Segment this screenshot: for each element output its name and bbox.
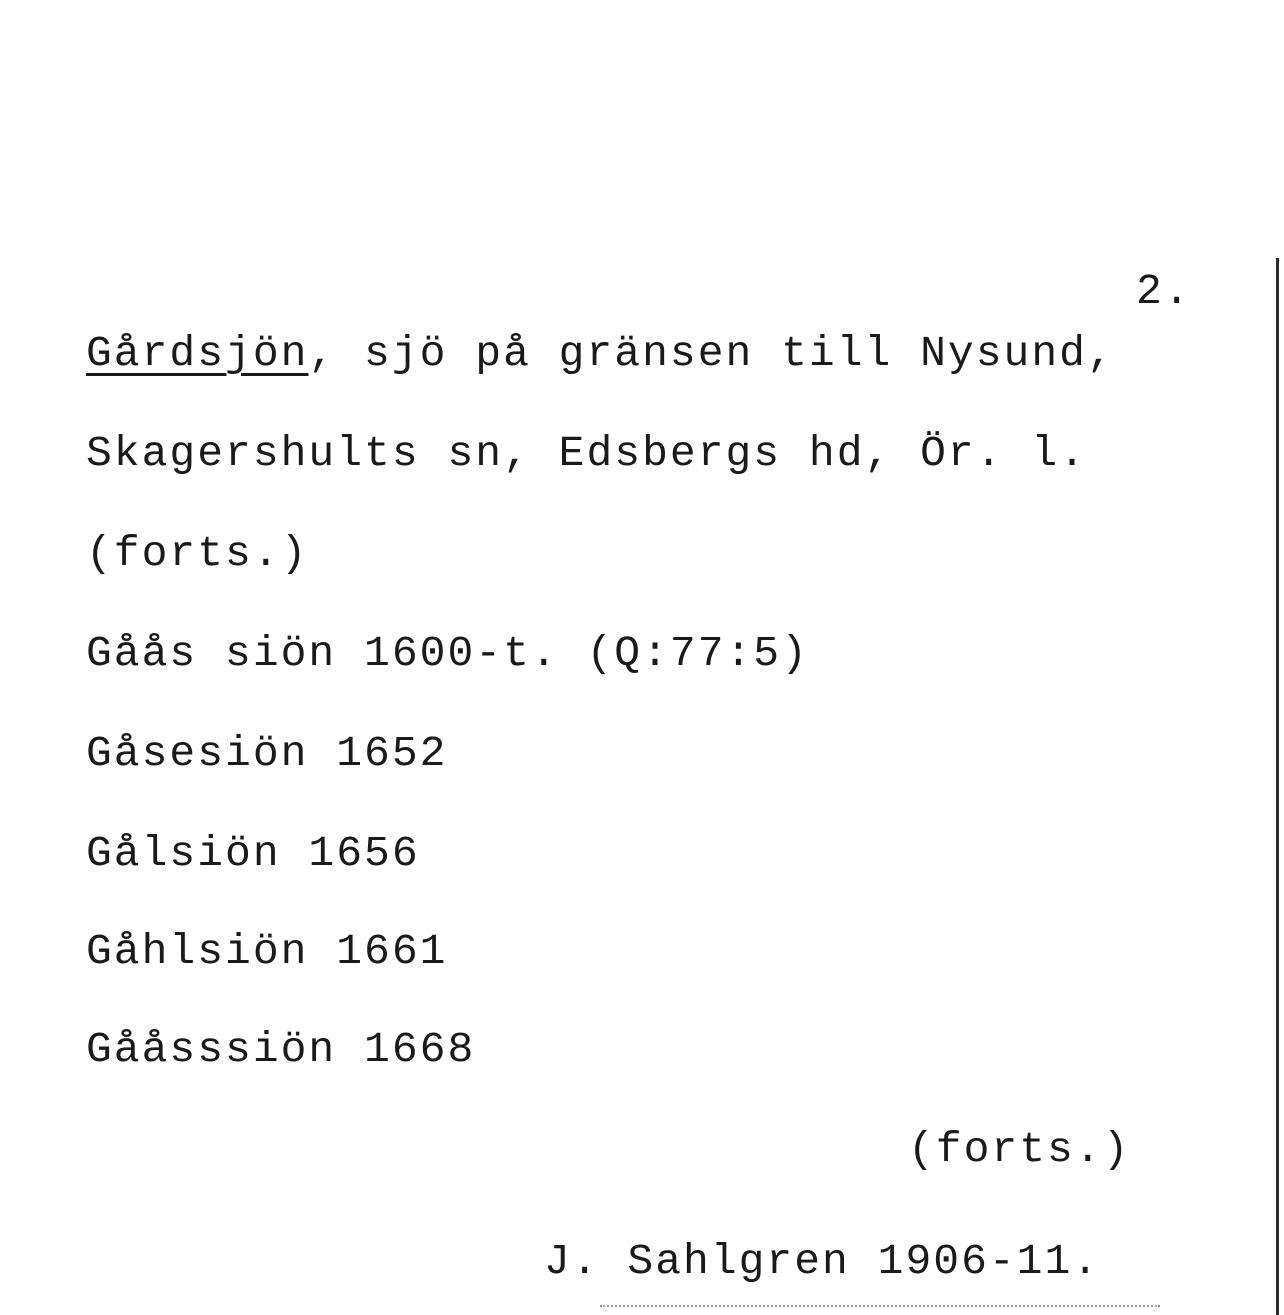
bottom-edge-dots [600,1305,1160,1309]
headword: Gårdsjön [86,329,309,378]
form-item: Gåhlsiön 1661 [86,927,448,976]
page-number: 2. [1136,267,1192,316]
form-item: Gålsiön 1656 [86,829,420,878]
signature: J. Sahlgren 1906-11. [544,1237,1101,1286]
form-item: Gåsesiön 1652 [86,729,448,778]
entry-line-1 [86,329,1115,378]
continued-note: (forts.) [908,1125,1131,1174]
form-item: Gåås siön 1600-t. (Q:77:5) [86,629,809,678]
entry-line-3: (forts.) [86,529,309,578]
form-item: Gååsssiön 1668 [86,1025,476,1074]
card-edge-line [1276,258,1279,1315]
entry-line-1-rest: , sjö på gränsen till Nysund, [308,329,1115,378]
entry-line-2: Skagershults sn, Edsbergs hd, Ör. l. [86,429,1087,478]
